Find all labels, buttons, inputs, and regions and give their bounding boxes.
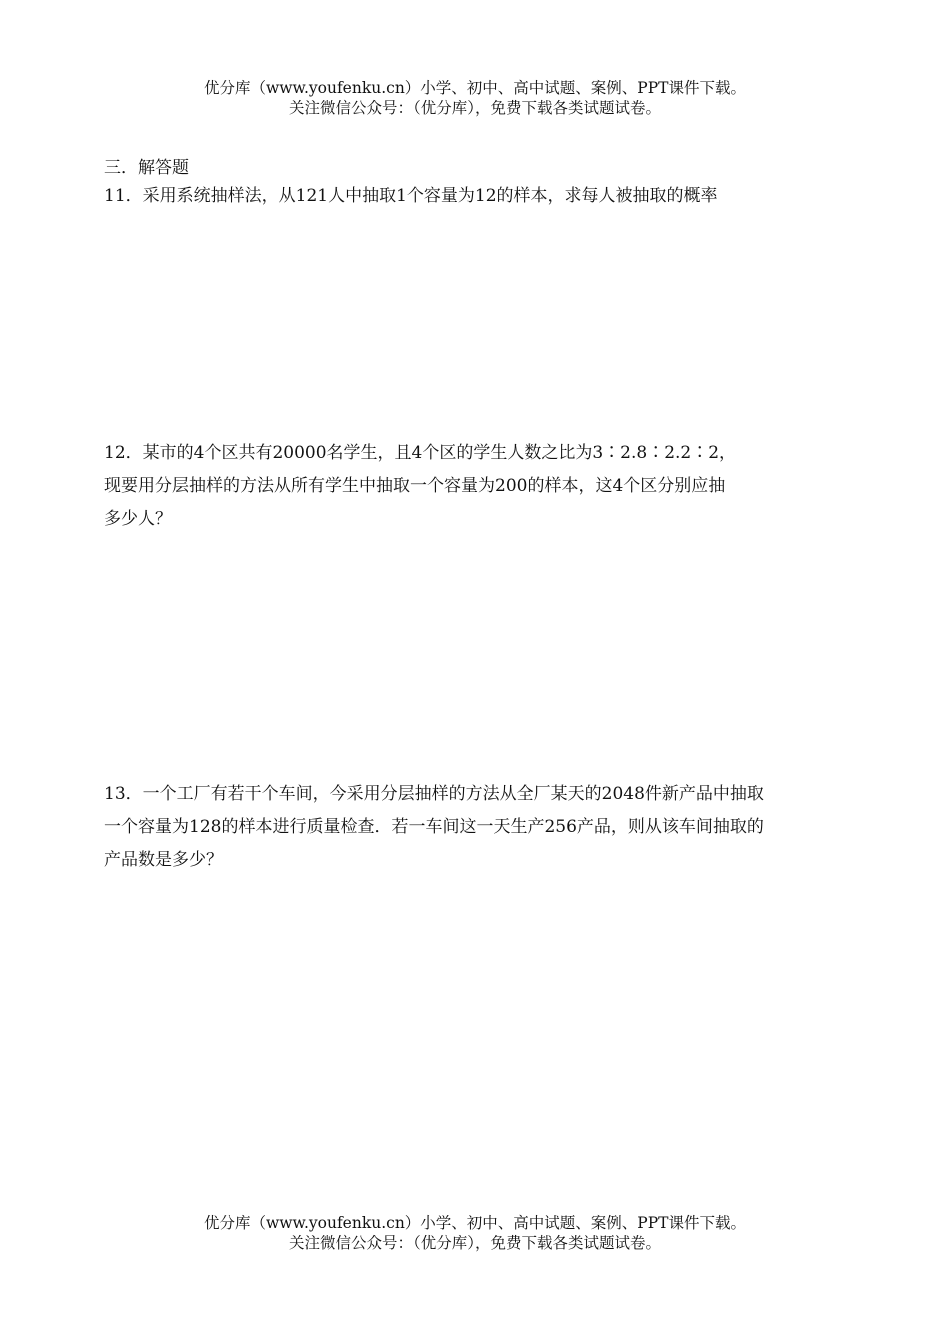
header-line-1: 优分库（www.youfenku.cn）小学、初中、高中试题、案例、PPT课件下载。 [203,79,747,97]
question-13-line-1: 13．一个工厂有若干个车间，今采用分层抽样的方法从全厂某天的2048件新产品中抽取 [104,784,764,804]
question-12 [104,437,849,536]
question-13-line-3: 产品数是多少？ [104,850,223,870]
page-header [0,78,950,118]
question-13-line-2: 一个容量为128的样本进行质量检查．若一车间这一天生产256产品，则从该车间抽取的 [104,817,764,837]
section-title: 三．解答题 [104,158,189,178]
question-12-line-1: 12．某市的4个区共有20000名学生，且4个区的学生人数之比为3∶2.8∶2.2∶2， [104,443,737,463]
header-line-2: 关注微信公众号：（优分库），免费下载各类试题试卷。 [288,99,661,117]
page-footer [0,1213,950,1253]
question-11-line-1: 11．采用系统抽样法，从121人中抽取1个容量为12的样本，求每人被抽取的概率 [104,186,718,206]
question-12-line-3: 多少人？ [104,509,172,529]
question-13 [104,778,849,877]
footer-line-2: 关注微信公众号：（优分库），免费下载各类试题试卷。 [288,1234,661,1252]
footer-line-1: 优分库（www.youfenku.cn）小学、初中、高中试题、案例、PPT课件下载。 [203,1214,747,1232]
question-11 [104,184,849,208]
question-12-line-2: 现要用分层抽样的方法从所有学生中抽取一个容量为200的样本，这4个区分别应抽 [104,476,726,496]
